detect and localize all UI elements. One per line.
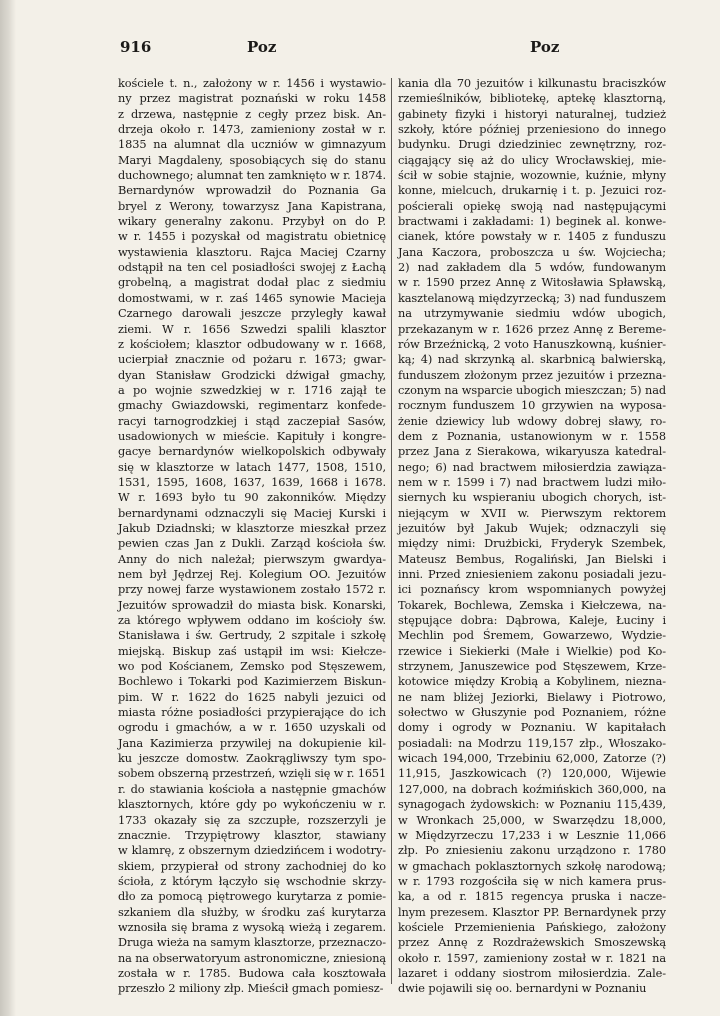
text-line: ucierpiał znacznie od pożaru r. 1673; gwar- [118, 352, 386, 367]
text-line: ką; 4) nad skrzynką al. skarbnicą balwierską, [398, 352, 666, 367]
text-line: ku jeszcze domostw. Zaokrągliwszy tym spo- [118, 751, 386, 766]
text-line: się w klasztorze w latach 1477, 1508, 1510, [118, 459, 386, 474]
text-line: przez Annę z Rozdrażewskich Smoszewską [398, 935, 666, 950]
scan-binding-edge [0, 0, 16, 1016]
text-line: kania dla 70 jezuitów i kilkunastu braciszków [398, 76, 666, 90]
text-line: nem w r. 1599 i 7) nad bractwem ludzi miło- [398, 474, 666, 489]
text-line: 11,915, Jaszkowicach (?) 120,000, Wijewie [398, 766, 666, 781]
text-line: w Wronkach 25,000, w Swarzędzu 18,000, [398, 812, 666, 827]
text-line: Bochlewo i Tokarki pod Kazimierzem Biskun- [118, 674, 386, 689]
text-line: rzemieślników, bibliotekę, aptekę klasztorną, [398, 91, 666, 106]
text-line: w klamrę, z obszernym dziedzińcem i wodotry- [118, 843, 386, 858]
text-line: nego; 6) nad bractwem miłosierdzia zawiąza- [398, 459, 666, 474]
text-line: domy i ogrody w Poznaniu. W kapitałach [398, 720, 666, 735]
text-line: w Międzyrzeczu 17,233 i w Lesznie 11,066 [398, 827, 666, 842]
text-line: klasztornych, które gdy po wykończeniu w r. [118, 797, 386, 812]
text-line: nem był Jędrzej Rej. Kolegium OO. Jezuitów [118, 567, 386, 581]
text-line: w r. 1455 i pozyskał od magistratu obietnicę [118, 229, 386, 244]
text-line: gacye bernardynów wielkopolskich odbywały [118, 444, 386, 459]
text-line: wznosiła się brama z wysoką wieżą i zegarem. [118, 919, 386, 934]
text-line: rzewice i Siekierki (Małe i Wielkie) pod Ko- [398, 643, 666, 658]
text-line: przy nowej farze wystawionem zostało 1572 r. [118, 582, 386, 597]
text-line: odstąpił na ten cel posiadłości swojej z Łachą [118, 260, 386, 275]
text-line: konne, mielcuch, drukarnię i t. p. Jezuici roz- [398, 183, 666, 198]
running-head-left: Poz [247, 38, 277, 56]
text-line: Maryi Magdaleny, sposobiących się do stanu [118, 152, 386, 167]
page-number: 916 [120, 38, 152, 56]
text-line: rów Brzeźnicką, 2 voto Hanuszkowną, kuśnier- [398, 336, 666, 351]
text-line: wikary generalny zakonu. Przybył on do P. [118, 214, 386, 229]
text-line: w r. 1590 przez Annę z Witosławia Spławską, [398, 275, 666, 290]
text-line: z drzewa, następnie z cegły przez bisk. An- [118, 106, 386, 121]
text-line: gmachy Gwiazdowski, regimentarz konfede- [118, 398, 386, 413]
text-line: przeszło 2 miliony złp. Mieścił gmach pomiesz- [118, 981, 384, 996]
text-line: stępujące dobra: Dąbrowa, Kaleje, Łuciny i [398, 613, 666, 628]
text-line: kotowice między Krobią a Kobylinem, niezna- [398, 674, 666, 689]
text-line: 1835 na alumnat dla uczniów w gimnazyum [118, 137, 386, 152]
text-line: w gmachach poklasztornych szkołę narodową; [398, 858, 666, 873]
text-line: ici poznańscy krom wspomnianych powyżej [398, 582, 666, 597]
text-line: funduszem złożonym przez jezuitów i przezna- [398, 367, 666, 382]
text-line: około r. 1597, zamieniony został w r. 1821 na [398, 950, 666, 965]
text-line: strzynem, Januszewice pod Stęszewem, Krze- [398, 659, 666, 674]
text-line: ścioła, z którym łączyło się wschodnie skrzy- [118, 873, 386, 888]
text-line: bryel z Werony, towarzysz Jana Kapistrana, [118, 198, 386, 213]
text-line: na na obserwatoryum astronomiczne, zniesioną [118, 951, 386, 965]
text-line: Czarnego darowali jeszcze przyległy kawał [118, 306, 386, 321]
text-line: bernardynami odznaczyli się Maciej Kurski i [118, 505, 386, 520]
text-line: przekazanym w r. 1626 przez Annę z Bereme- [398, 321, 666, 336]
text-line: sołectwo w Głuszynie pod Poznaniem, różne [398, 705, 666, 720]
text-line: Jakub Dziadnski; w klasztorze mieszkał przez [118, 520, 386, 535]
text-line: budynku. Drugi dziedziniec zewnętrzny, roz- [398, 137, 666, 152]
text-line: r. do stawiania kościoła a następnie gmachów [118, 781, 386, 796]
text-line: Stanisława i św. Gertrudy, 2 szpitale i szkołę [118, 628, 386, 643]
text-line: ogrodu i gmachów, a w r. 1650 uzyskali od [118, 720, 386, 735]
text-line: synagogach żydowskich: w Poznaniu 115,439, [398, 797, 666, 812]
text-line: Anny do nich należał; pierwszym gwardya- [118, 551, 386, 566]
text-line: Druga wieża na samym klasztorze, przeznaczo- [118, 935, 386, 950]
text-line: znacznie. Trzypiętrowy klasztor, stawiany [118, 827, 386, 842]
text-line: rocznym funduszem 10 grzywien na wyposa- [398, 398, 666, 413]
text-line: posiadali: na Modrzu 119,157 złp., Włoszako- [398, 735, 666, 750]
text-line: Tokarek, Bochlewa, Zemska i Kiełczewa, na- [398, 597, 666, 612]
text-line: kościele Przemienienia Pańskiego, założony [398, 919, 666, 934]
text-line: kościele t. n., założony w r. 1456 i wystawio- [118, 76, 386, 90]
text-line: ne nam bliżej Jeziorki, Bielawy i Piotrowo, [398, 689, 666, 704]
text-line: a po wojnie szwedzkiej w r. 1716 zajął te [118, 382, 386, 397]
text-line: dwie pojawili się oo. bernardyni w Poznaniu [398, 981, 647, 996]
text-line: skiem, przypierał od strony zachodniej do ko [118, 858, 386, 873]
text-line: została w r. 1785. Budowa cała kosztowała [118, 965, 386, 980]
text-line: siernych ku wspieraniu ubogich chorych, ist- [398, 490, 666, 505]
text-line: złp. Po zniesieniu zakonu urządzono r. 1780 [398, 843, 666, 858]
text-line: wicach 194,000, Trzebiniu 62,000, Zatorze (?) [398, 751, 666, 766]
text-line: z kościołem; klasztor odbudowany w r. 1668, [118, 336, 386, 351]
text-line: między nimi: Drużbicki, Fryderyk Szembek, [398, 536, 666, 551]
text-line: wo pod Kościanem, Zemsko pod Stęszewem, [118, 659, 386, 674]
text-line: ścił w sobie stajnie, wozownie, kuźnie, młyny [398, 168, 666, 183]
text-line: ciągający się aż do ulicy Wrocławskiej, mie- [398, 152, 666, 167]
text-line: lnym prezesem. Klasztor PP. Bernardynek przy [398, 904, 666, 919]
left-text-column [118, 76, 386, 997]
text-line: niejącym w XVII w. Pierwszym rektorem [398, 505, 666, 520]
text-line: pim. W r. 1622 do 1625 nabyli jezuici od [118, 689, 386, 704]
text-line: dem z Poznania, ustanowionym w r. 1558 [398, 428, 666, 443]
text-line: Jezuitów sprowadził do miasta bisk. Konarski, [118, 597, 386, 612]
text-line: drzeja około r. 1473, zamieniony został w r. [118, 122, 386, 137]
text-line: wystawienia klasztoru. Rajca Maciej Czarny [118, 244, 386, 259]
right-text-column [398, 76, 666, 997]
text-line: racyi tarnogrodzkiej i stąd zaczepiał Sasów, [118, 413, 386, 428]
text-line: Jana Kazimierza przywilej na dokupienie kil- [118, 735, 386, 750]
text-line: 127,000, na dobrach koźmińskich 360,000, na [398, 781, 666, 796]
text-line: Jana Kaczora, proboszcza u św. Wojciecha; [398, 244, 666, 259]
text-line: Mechlin pod Śremem, Gowarzewo, Wydzie- [398, 628, 666, 643]
text-line: pewien czas Jan z Dukli. Zarząd kościoła św. [118, 536, 386, 551]
text-line: ziemi. W r. 1656 Szwedzi spalili klasztor [118, 321, 386, 336]
text-line: usadowionych w mieście. Kapituły i kongre- [118, 428, 386, 443]
text-line: inni. Przed zniesieniem zakonu posiadali jezu- [398, 567, 666, 581]
running-head-right: Poz [530, 38, 560, 56]
text-line: ka, a od r. 1815 regencya pruska i nacze- [398, 889, 666, 904]
text-line: szkaniem dla służby, w środku zaś kurytarza [118, 904, 386, 919]
text-line: W r. 1693 było tu 90 zakonników. Między [118, 490, 386, 505]
text-line: kasztelanową międzyrzecką; 3) nad funduszem [398, 290, 666, 305]
text-line: duchownego; alumnat ten zamknięto w r. 1874. [118, 169, 386, 183]
text-line: na utrzymywanie siedmiu wdów ubogich, [398, 306, 666, 321]
text-line: ny przez magistrat poznański w roku 1458 [118, 91, 386, 106]
text-line: Mateusz Bembus, Rogaliński, Jan Bielski i [398, 551, 666, 566]
text-line: grobelną, a magistrat dodał plac z siedmiu [118, 275, 386, 290]
text-line: miejską. Biskup zaś ustąpił im wsi: Kiełcze- [118, 643, 386, 658]
text-line: żenie dziewicy lub wdowy dobrej sławy, ro- [398, 413, 666, 428]
text-line: 1733 okazały się za szczupłe, rozszerzyli je [118, 812, 386, 827]
text-line: pościerali opiekę swoją nad następującymi [398, 198, 666, 213]
text-line: szkoły, które później przeniesiono do innego [398, 122, 666, 137]
text-line: bractwami i zakładami: 1) beginek al. konwe- [398, 214, 666, 229]
text-line: domostwami, w r. zaś 1465 synowie Macieja [118, 290, 386, 305]
text-line: dło za pomocą piętrowego kurytarza z pomie- [118, 889, 386, 904]
text-line: czonym na wsparcie ubogich mieszczan; 5) nad [398, 383, 666, 397]
text-line: w r. 1793 rozgościła się w nich kamera prus- [398, 873, 666, 888]
text-line: dyan Stanisław Grodzicki dźwigał gmachy, [118, 367, 386, 382]
text-line: lazaret i oddany siostrom miłosierdzia. Zale- [398, 965, 666, 980]
text-line: Bernardynów wprowadził do Poznania Ga [118, 183, 386, 198]
text-line: 1531, 1595, 1608, 1637, 1639, 1668 i 1678. [118, 474, 386, 489]
text-line: za którego wpływem oddano im kościoły św. [118, 613, 386, 628]
text-line: jezuitów był Jakub Wujek; odznaczyli się [398, 520, 666, 535]
text-line: przez Jana z Sierakowa, wikaryusza katedral- [398, 444, 666, 459]
column-divider [391, 78, 392, 984]
text-line: miasta różne posiadłości przypierające do ich [118, 705, 386, 720]
text-line: cianek, które powstały w r. 1405 z funduszu [398, 229, 666, 244]
text-line: sobem obszerną przestrzeń, wzięli się w r. 1651 [118, 767, 386, 781]
page-header [120, 38, 680, 60]
text-line: gabinety fizyki i historyi naturalnej, tudzież [398, 106, 666, 121]
text-line: 2) nad zakładem dla 5 wdów, fundowanym [398, 260, 666, 275]
